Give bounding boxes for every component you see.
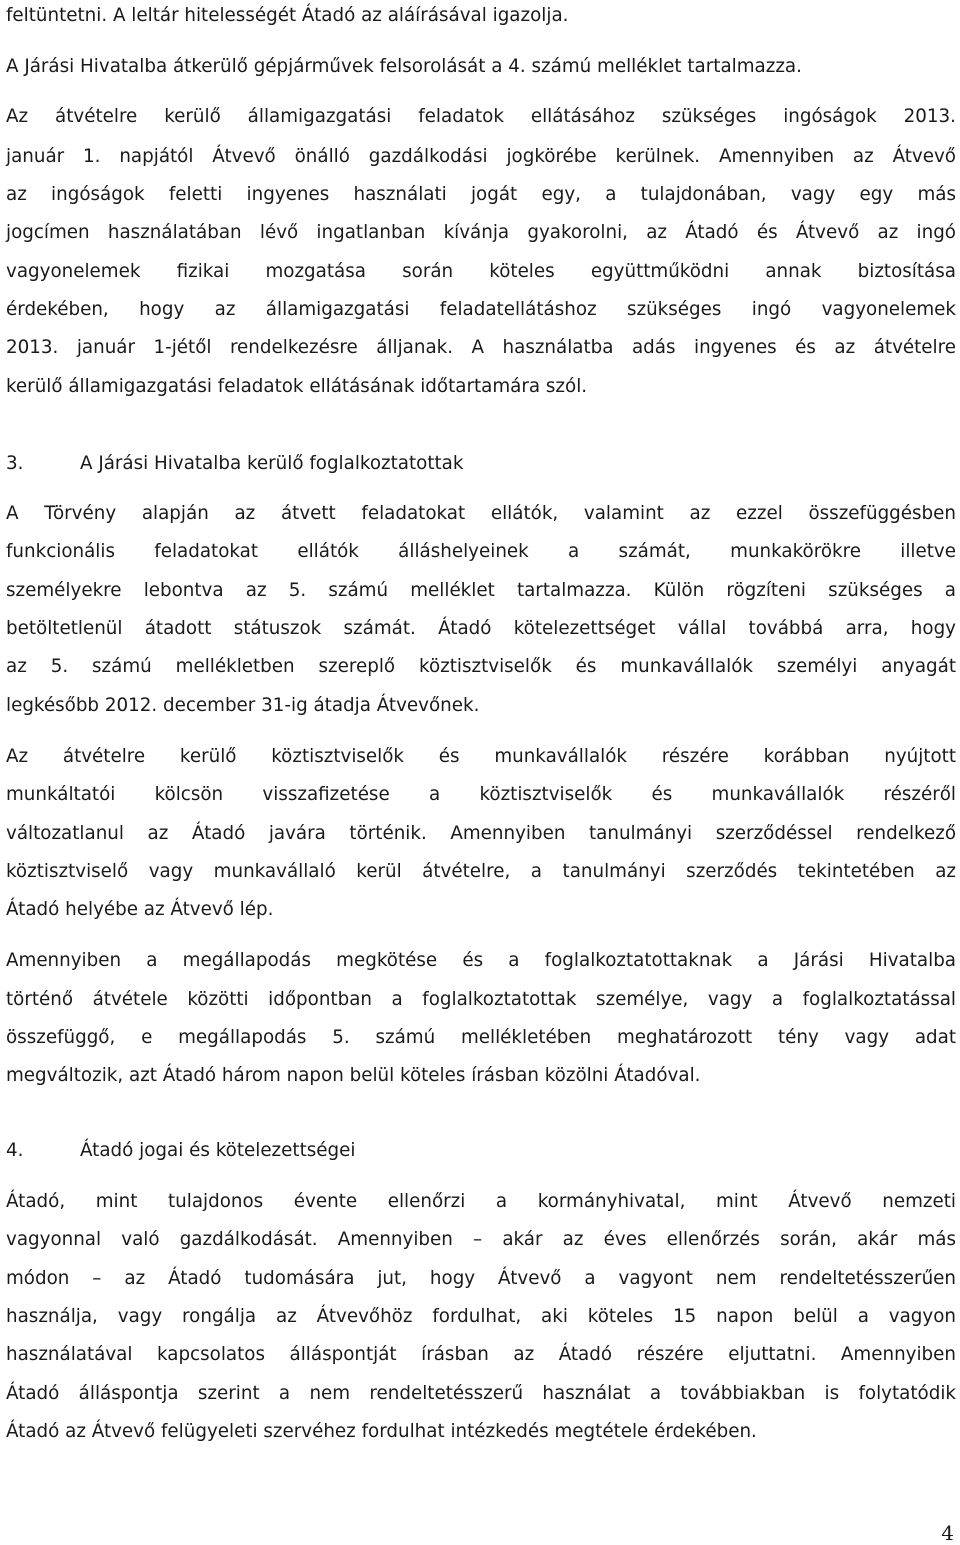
- text-line: változatlanul az Átadó javára történik. Amennyiben tanulmányi szerződéssel rendelkező: [6, 823, 956, 844]
- text-line: Az átvételre kerülő államigazgatási feladatok ellátásához szükséges ingóságok 2013.: [6, 106, 956, 127]
- text-line: munkáltatói kölcsön visszafizetése a köztisztviselők és munkavállalók részéről: [6, 784, 956, 805]
- text-line: kerülő államigazgatási feladatok ellátásának időtartamára szól.: [6, 376, 588, 397]
- text-line: vagyonnal való gazdálkodását. Amennyiben – akár az éves ellenőrzés során, akár más: [6, 1229, 956, 1250]
- text-line: betöltetlenül átadott státuszok számát. Átadó kötelezettséget vállal továbbá arra, hogy: [6, 618, 956, 639]
- text-line: Átadó álláspontja szerint a nem rendeltetésszerű használat a továbbiakban is folytatódik: [6, 1383, 956, 1404]
- text-line: Az átvételre kerülő köztisztviselők és munkavállalók részére korábban nyújtott: [6, 746, 956, 767]
- text-line: módon – az Átadó tudomására jut, hogy Átvevő a vagyont nem rendeltetésszerűen: [6, 1268, 956, 1289]
- section-number: 4.: [6, 1140, 24, 1161]
- text-line: funkcionális feladatokat ellátók álláshelyeinek a számát, munkakörökre illetve: [6, 541, 956, 562]
- text-line: vagyonelemek fizikai mozgatása során köteles együttműködni annak biztosítása: [6, 261, 956, 282]
- page-number: 4: [941, 1521, 954, 1545]
- text-line: Átadó az Átvevő felügyeleti szervéhez fordulhat intézkedés megtétele érdekében.: [6, 1421, 757, 1442]
- text-line: Átadó, mint tulajdonos évente ellenőrzi a kormányhivatal, mint Átvevő nemzeti: [6, 1191, 956, 1212]
- text-line: Átadó helyébe az Átvevő lép.: [6, 899, 274, 920]
- text-line: az 5. számú mellékletben szereplő köztisztviselők és munkavállalók személyi anyagát: [6, 656, 956, 677]
- text-line: érdekében, hogy az államigazgatási feladatellátáshoz szükséges ingó vagyonelemek: [6, 299, 956, 320]
- text-line: feltüntetni. A leltár hitelességét Átadó az aláírásával igazolja.: [6, 5, 569, 26]
- section-heading-3: [6, 450, 463, 478]
- text-line: legkésőbb 2012. december 31-ig átadja Átvevőnek.: [6, 695, 480, 716]
- text-line: személyekre lebontva az 5. számú melléklet tartalmazza. Külön rögzíteni szükséges a: [6, 580, 956, 601]
- text-line: használatával kapcsolatos álláspontját írásban az Átadó részére eljuttatni. Amennyiben: [6, 1344, 956, 1365]
- section-heading-4: [6, 1137, 355, 1165]
- text-line: Amennyiben a megállapodás megkötése és a foglalkoztatottaknak a Járási Hivatalba: [6, 950, 956, 971]
- text-line: jogcímen használatában lévő ingatlanban kívánja gyakorolni, az Átadó és Átvevő az ingó: [6, 222, 956, 243]
- text-line: A Járási Hivatalba átkerülő gépjárművek felsorolását a 4. számú melléklet tartalmazza.: [6, 56, 802, 77]
- section-title: A Járási Hivatalba kerülő foglalkoztatottak: [80, 453, 464, 474]
- text-line: A Törvény alapján az átvett feladatokat ellátók, valamint az ezzel összefüggésben: [6, 503, 956, 524]
- text-line: megváltozik, azt Átadó három napon belül köteles írásban közölni Átadóval.: [6, 1065, 701, 1086]
- text-line: az ingóságok feletti ingyenes használati jogát egy, a tulajdonában, vagy egy más: [6, 184, 956, 205]
- text-line: köztisztviselő vagy munkavállaló kerül átvételre, a tanulmányi szerződés tekintetében az: [6, 861, 956, 882]
- text-line: összefüggő, e megállapodás 5. számú mellékletében meghatározott tény vagy adat: [6, 1027, 956, 1048]
- text-line: 2013. január 1-jétől rendelkezésre álljanak. A használatba adás ingyenes és az átvételre: [6, 337, 956, 358]
- text-line: január 1. napjától Átvevő önálló gazdálkodási jogkörébe kerülnek. Amennyiben az Átvevő: [6, 146, 956, 167]
- section-number: 3.: [6, 453, 24, 474]
- text-line: történő átvétele közötti időpontban a foglalkoztatottak személye, vagy a foglalkoztatással: [6, 989, 956, 1010]
- section-title: Átadó jogai és kötelezettségei: [80, 1140, 356, 1161]
- text-line: használja, vagy rongálja az Átvevőhöz fordulhat, aki köteles 15 napon belül a vagyon: [6, 1306, 956, 1327]
